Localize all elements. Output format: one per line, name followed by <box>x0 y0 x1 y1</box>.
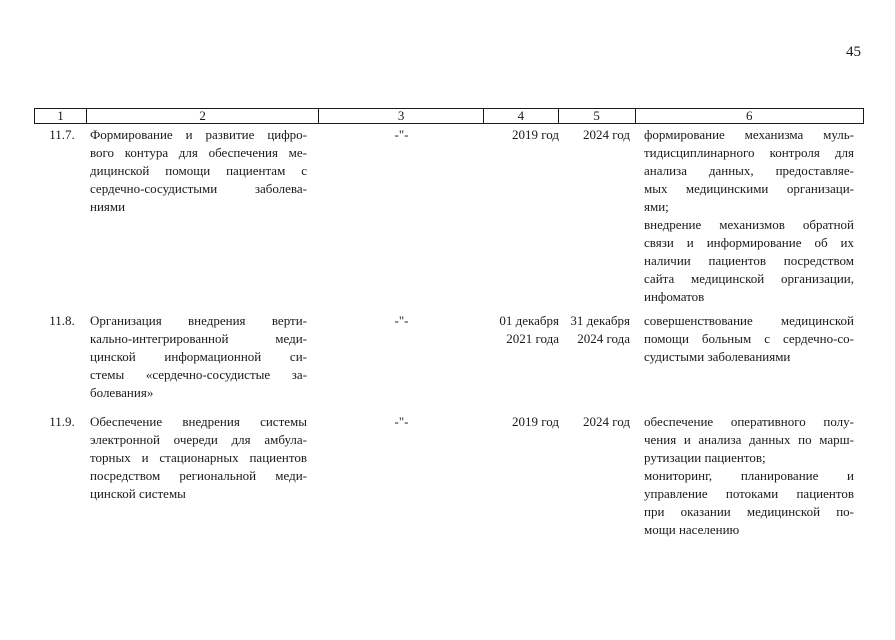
table-row <box>34 126 864 306</box>
text-line: наличии пациентов посредством <box>644 253 854 268</box>
text-line: 2019 год <box>512 127 559 142</box>
row-number: 11.7. <box>49 127 75 142</box>
row-number: 11.9. <box>49 414 75 429</box>
row-result <box>636 413 864 539</box>
text-line: цинской системы <box>90 486 186 501</box>
text-line: мониторинг, планирование и <box>644 468 854 483</box>
text-line: внедрение механизмов обратной <box>644 217 854 232</box>
row-start-date <box>484 413 559 539</box>
text-line: Организация внедрения верти- <box>90 313 307 328</box>
text-line: связи и информирование об их <box>644 235 854 250</box>
text-line: тидисциплинарного контроля для <box>644 145 854 160</box>
text-line: 2019 год <box>512 414 559 429</box>
text-line: дицинской помощи пациентам с <box>90 163 307 178</box>
row-result <box>636 312 864 402</box>
row-start-date <box>484 312 559 402</box>
text-line: ями; <box>644 199 669 214</box>
row-responsible: -"- <box>394 313 409 328</box>
text-line: чения и анализа данных по марш- <box>644 432 854 447</box>
text-line: совершенствование медицинской <box>644 313 854 328</box>
text-line: 31 декабря <box>570 313 630 328</box>
text-line: мощи населению <box>644 522 740 537</box>
header-col-6: 6 <box>746 108 753 123</box>
text-line: при оказании медицинской по- <box>644 504 854 519</box>
text-line: посредством региональной меди- <box>90 468 307 483</box>
row-number: 11.8. <box>49 313 75 328</box>
table-header <box>34 108 864 124</box>
text-line: судистыми заболеваниями <box>644 349 791 364</box>
row-activity <box>86 312 319 402</box>
row-end-date <box>559 413 636 539</box>
text-line: вого контура для обеспечения ме- <box>90 145 307 160</box>
text-line: 2024 года <box>577 331 630 346</box>
text-line: кально-интегрированной меди- <box>90 331 307 346</box>
text-line: обеспечение оперативного полу- <box>644 414 854 429</box>
page-number: 45 <box>846 44 861 60</box>
row-end-date <box>559 126 636 306</box>
header-col-3: 3 <box>319 109 484 123</box>
header-col-1: 1 <box>35 109 87 123</box>
text-line: инфоматов <box>644 289 705 304</box>
text-line: цинской информационной си- <box>90 349 307 364</box>
row-activity <box>86 126 319 306</box>
row-result <box>636 126 864 306</box>
text-line: болевания» <box>90 385 154 400</box>
text-line: мых медицинскими организаци- <box>644 181 854 196</box>
text-line: сердечно-сосудистыми заболева- <box>90 181 307 196</box>
text-line: стемы «сердечно-сосудистые за- <box>90 367 307 382</box>
text-line: рутизации пациентов; <box>644 450 766 465</box>
row-responsible: -"- <box>394 127 409 142</box>
text-line: управление потоками пациентов <box>644 486 854 501</box>
text-line: сайта медицинской организации, <box>644 271 854 286</box>
text-line: помощи больным с сердечно-со- <box>644 331 854 346</box>
text-line: ниями <box>90 199 126 214</box>
header-col-4: 4 <box>484 109 559 123</box>
row-end-date <box>559 312 636 402</box>
text-line: Обеспечение внедрения системы <box>90 414 307 429</box>
text-line: 01 декабря <box>499 313 559 328</box>
text-line: электронной очереди для амбула- <box>90 432 307 447</box>
row-start-date <box>484 126 559 306</box>
text-line: анализа данных, предоставляе- <box>644 163 854 178</box>
header-col-2: 2 <box>87 109 319 123</box>
text-line: Формирование и развитие цифро- <box>90 127 307 142</box>
row-activity <box>86 413 319 539</box>
text-line: торных и стационарных пациентов <box>90 450 307 465</box>
table-row <box>34 413 864 539</box>
text-line: 2021 года <box>506 331 559 346</box>
row-responsible: -"- <box>394 414 409 429</box>
text-line: 2024 год <box>583 127 630 142</box>
header-col-5: 5 <box>559 109 636 123</box>
text-line: 2024 год <box>583 414 630 429</box>
table-row <box>34 312 864 402</box>
text-line: формирование механизма муль- <box>644 127 854 142</box>
